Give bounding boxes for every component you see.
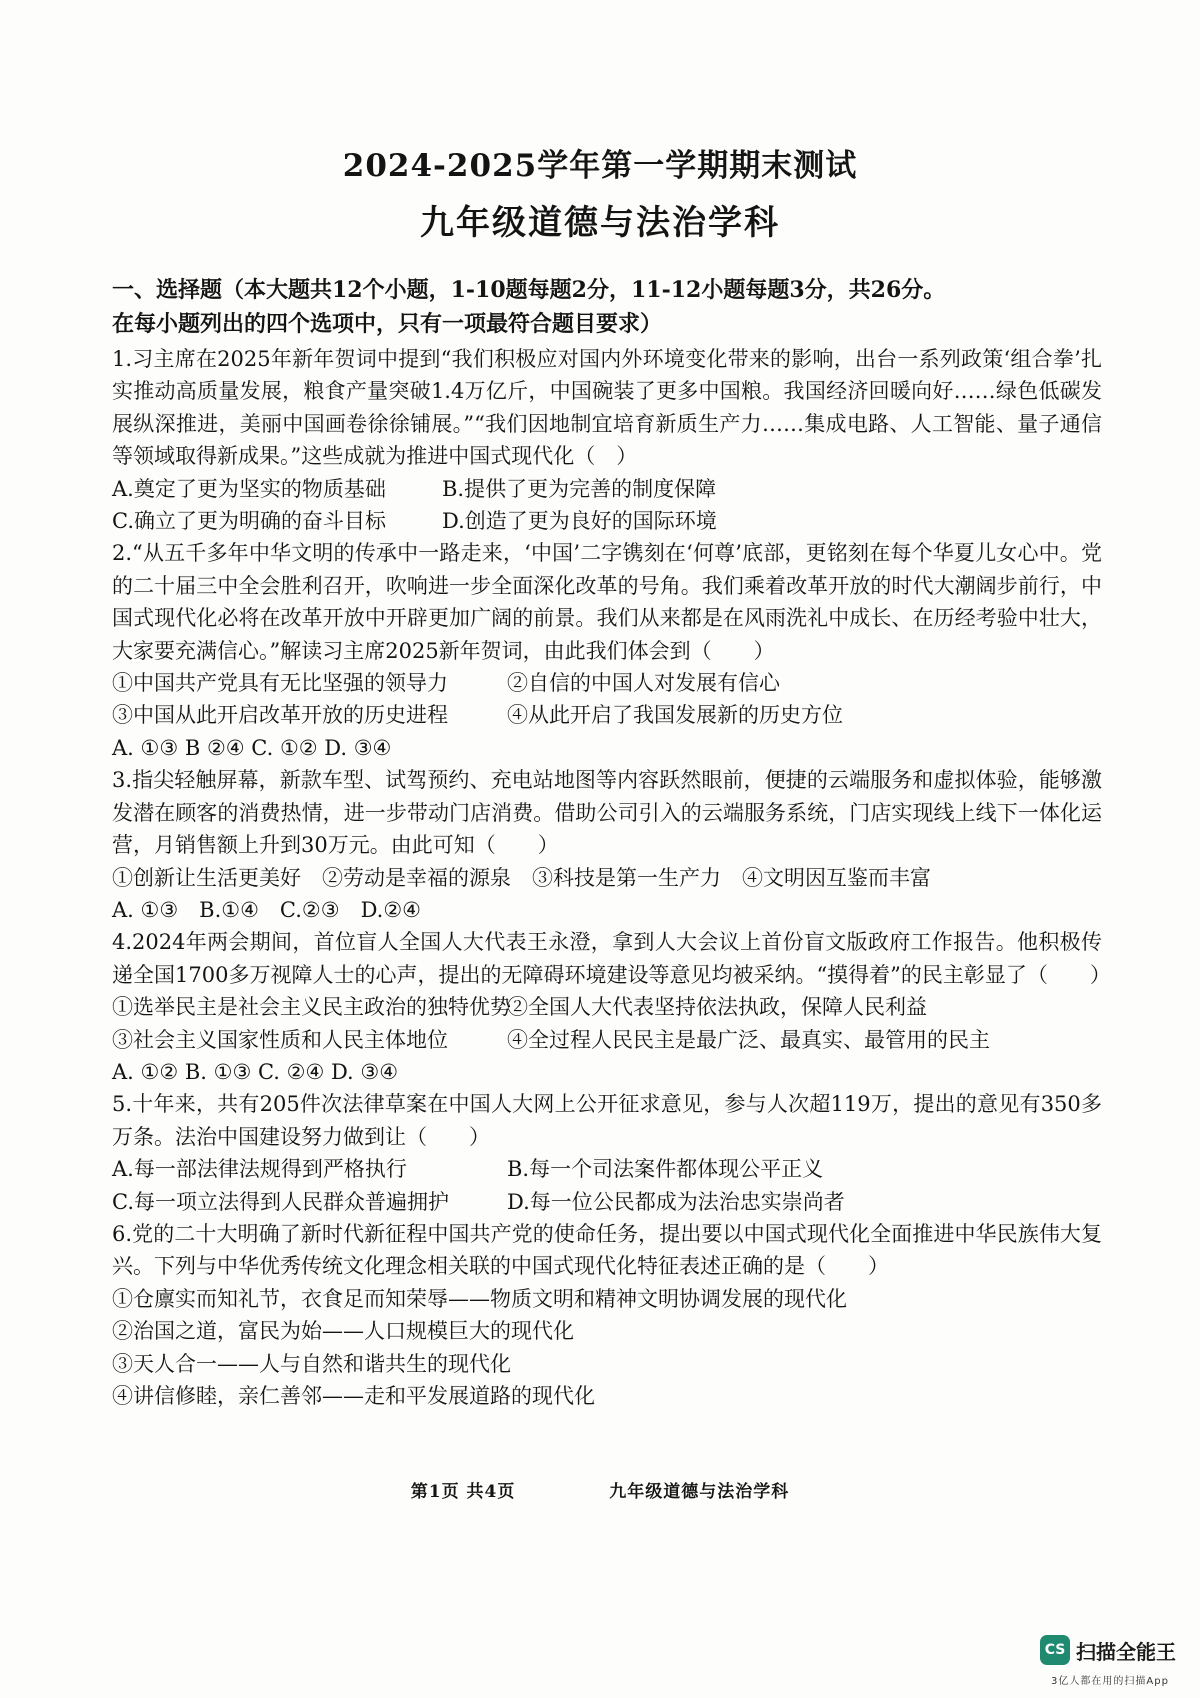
scanner-tagline: 3亿人都在用的扫描App [1051, 1676, 1169, 1687]
exam-subtitle: 九年级道德与法治学科 [420, 203, 780, 243]
question-1-option-d: D.创造了更为良好的国际环境 [442, 509, 717, 534]
question-3-stem: 3.指尖轻触屏幕，新款车型、试驾预约、充电站地图等内容跃然眼前，便捷的云端服务和虚拟体验，能够激发潜在顾客的消费热情，进一步带动门店消费。借助公司引入的云端服务系统，门店实现线上线下一体化运营，月销售额上升到30万元。由此可知（ ） [112, 768, 1102, 858]
scanner-watermark [1040, 1635, 1176, 1665]
question-5-option-c: C.每一项立法得到人民群众普遍拥护 [112, 1189, 449, 1214]
question-4-item-1: ①选举民主是社会主义民主政治的独特优势 [112, 995, 511, 1020]
question-6-item-4: ④讲信修睦，亲仁善邻——走和平发展道路的现代化 [112, 1384, 595, 1408]
question-4-stem: 4.2024年两会期间，首位盲人全国人大代表王永澄，拿到人大会议上首份盲文版政府工作报告。他积极传递全国1700多万视障人士的心声，提出的无障碍环境建设等意见均被采纳。“摸得着”的民主彰显了（ ） [112, 930, 1111, 987]
question-6-item-3: ③天人合一——人与自然和谐共生的现代化 [112, 1351, 511, 1376]
question-2-item-2: ②自信的中国人对发展有信心 [507, 671, 780, 696]
page-number: 第1页 共4页 [410, 1482, 516, 1502]
scanner-app-name: 扫描全能王 [1076, 1639, 1176, 1664]
question-4-item-3: ③社会主义国家性质和人民主体地位 [112, 1027, 448, 1052]
question-1-option-a: A.奠定了更为坚实的物质基础 [112, 476, 386, 501]
question-4-answers: A. ①② B. ①③ C. ②④ D. ③④ [112, 1059, 399, 1084]
question-1-option-c: C.确立了更为明确的奋斗目标 [112, 509, 386, 534]
question-5-option-b: B.每一个司法案件都体现公平正义 [507, 1157, 824, 1182]
question-3-answers: A. ①③ B.①④ C.②③ D.②④ [112, 897, 421, 922]
section-heading [112, 273, 1102, 341]
question-2-item-3: ③中国从此开启改革开放的历史进程 [112, 703, 448, 728]
question-4-item-4: ④全过程人民民主是最广泛、最真实、最管用的民主 [507, 1027, 990, 1052]
question-2-item-4: ④从此开启了我国发展新的历史方位 [507, 703, 843, 728]
question-5-options-row1 [112, 1153, 1102, 1185]
question-2-stem: 2.“从五千多年中华文明的传承中一路走来，‘中国’二字镌刻在‘何尊’底部，更铭刻在每个华夏儿女心中。党的二十届三中全会胜利召开，吹响进一步全面深化改革的号角。我们乘着改革开放的时代大潮阔步前行，中国式现代化必将在改革开放中开辟更加广阔的前景。我们从来都是在风雨洗礼中成长、在历经考验中壮大，大家要充满信心。”解读习主席2025新年贺词，由此我们体会到（ ） [112, 541, 1102, 663]
question-5-options-row2 [112, 1186, 1102, 1218]
question-2-answers: A. ①③ B ②④ C. ①② D. ③④ [112, 735, 392, 760]
exam-title: 2024-2025学年第一学期期末测试 [342, 148, 858, 184]
question-5-option-a: A.每一部法律法规得到严格执行 [112, 1157, 407, 1182]
section-heading-line2: 在每小题列出的四个选项中，只有一项最符合题目要求） [112, 311, 663, 337]
question-4-items-row1 [112, 991, 1102, 1023]
question-1-stem: 1.习主席在2025年新年贺词中提到“我们积极应对国内外环境变化带来的影响，出台一系列政策‘组合拳’扎实推动高质量发展，粮食产量突破1.4万亿斤，中国碗装了更多中国粮。我国经济回暖向好……绿色低碳发展纵深推进，美丽中国画卷徐徐铺展。”“我们因地制宜培育新质生产力……集成电路、人工智能、量子通信等领域取得新成果。”这些成就为推进中国式现代化（ ） [112, 347, 1102, 469]
question-6-stem: 6.党的二十大明确了新时代新征程中国共产党的使命任务，提出要以中国式现代化全面推进中华民族伟大复兴。下列与中华优秀传统文化理念相关联的中国式现代化特征表述正确的是（ ） [112, 1221, 1102, 1279]
section-heading-line1: 一、选择题（本大题共12个小题，1-10题每题2分，11-12小题每题3分，共26分。 [112, 277, 946, 303]
question-2-items-row2 [112, 699, 1102, 731]
page-footer [0, 1477, 1200, 1502]
question-4-item-2: ②全国人大代表坚持依法执政，保障人民利益 [507, 995, 927, 1020]
footer-subject: 九年级道德与法治学科 [609, 1482, 790, 1502]
question-5-option-d: D.每一位公民都成为法治忠实崇尚者 [507, 1189, 845, 1214]
question-1-options-row1 [112, 473, 1102, 505]
question-2-items-row1 [112, 667, 1102, 699]
camscanner-logo-icon: CS [1040, 1635, 1070, 1665]
question-body [112, 273, 1111, 1412]
question-3-items: ①创新让生活更美好 ②劳动是幸福的源泉 ③科技是第一生产力 ④文明因互鉴而丰富 [112, 865, 931, 890]
question-5-stem: 5.十年来，共有205件次法律草案在中国人大网上公开征求意见，参与人次超119万，提出的意见有350多万条。法治中国建设努力做到让（ ） [112, 1092, 1102, 1149]
question-4-items-row2 [112, 1024, 1102, 1056]
question-1-option-b: B.提供了更为完善的制度保障 [442, 476, 717, 501]
question-1-options-row2 [112, 505, 1102, 537]
question-6-item-1: ①仓廪实而知礼节，衣食足而知荣辱——物质文明和精神文明协调发展的现代化 [112, 1286, 847, 1311]
question-6-item-2: ②治国之道，富民为始——人口规模巨大的现代化 [112, 1319, 574, 1344]
question-2-item-1: ①中国共产党具有无比坚强的领导力 [112, 671, 448, 696]
